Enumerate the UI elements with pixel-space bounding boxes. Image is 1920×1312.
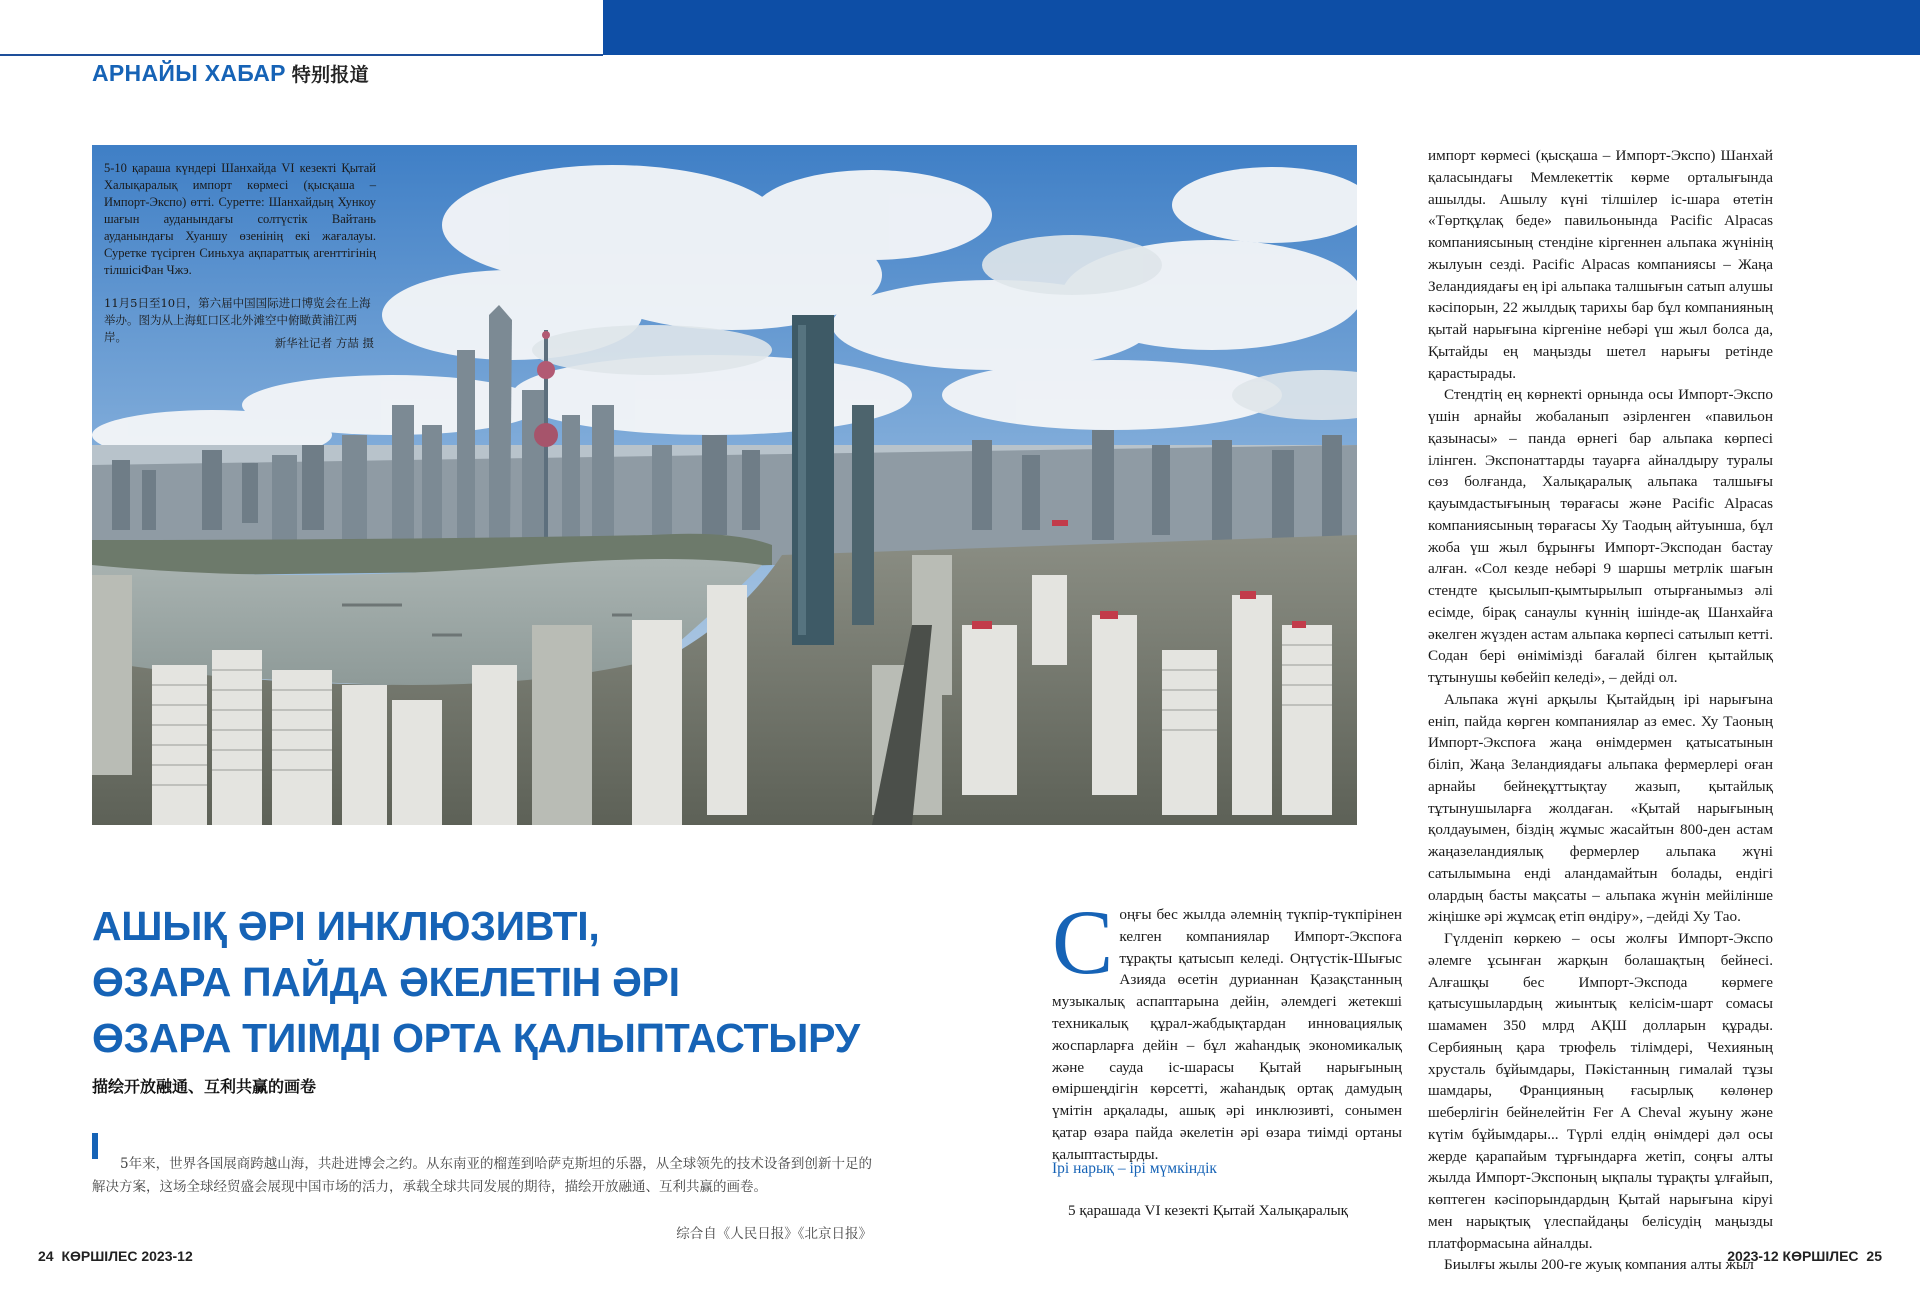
photo-credit: 新华社记者 方喆 摄	[274, 336, 374, 350]
article-headline	[92, 898, 892, 1066]
subsection-first-line: 5 қарашада VI кезекті Қытай Халықаралық	[1068, 1202, 1349, 1219]
footer-right	[1727, 1248, 1882, 1264]
section-header-zh: 特别报道	[291, 65, 369, 86]
drop-cap: С	[1052, 891, 1114, 993]
section-header-kz: АРНАЙЫ ХАБАР	[92, 60, 286, 86]
body-paragraph: Биылғы жылы 200-ге жуық компания алты жыл	[1444, 1256, 1754, 1274]
headline-line-1: АШЫҚ ӘРІ ИНКЛЮЗИВТІ,	[92, 903, 600, 949]
body-paragraph: Стендтің ең көрнекті орнында осы Импорт-Экспо үшін арнайы жобаланып әзірленген «павильон қазынасы» – панда өрнегі бар альпака көрпесі ілінген. Экспонаттарды тауарға айналдыру туралы сөз болғанда, Халықаралық альпака талшығы қауымдастығының төрағасы және Pacific Alpacas компаниясының төрағасы Ху Таодың айтуынша, бұл жоба үш жыл бұрынғы Импорт-Эксподан бастау алған. «Сол кезде небәрі 9 шаршы метрлік шағын стендте қысылып-қымтырылып отырғанымыз әлі есімде, бірақ санаулы күннің ішінде-ақ Шанхайға әкелген жүзден астам альпака көрпесі сатылып кетті. Содан бері өнімімізді бағалай білген қытайлық тұтынушы көбейіп келеді», – дейді ол.	[1428, 386, 1773, 686]
body-paragraph: Гүлденіп көркею – осы жолғы Импорт-Экспо әлемге ұсынған жарқын болашақтың бейнесі. Алғашқы бес Импорт-Экспода көрмеге қатысушылардың жиынтық келісім-шарт сомасы шамамен 350 млрд АҚШ долларын құрады. Сербияның қара трюфель тілімдері, Чехияның хрусталь бұйымдары, Пәкістанның гималай тұзы шамдары, Францияның ғасырлық көлөнер шеберлігін бейнелейтін Fer A Cheval жуыну және күтім бұйымдары... Түрлі елдің өнімдері дәл осы жерде қарапайым тұрғындарға жетіп, соңғы алты жылда Импорт-Экспоның ықпалы тұрақты ұлғайып, көптеген кәсіпорындардың Қытай нарығына кіруі мен нарықтық үлеспайдаңы белісудің маңызды платформасына айналды.	[1428, 930, 1773, 1252]
magazine-name-right: 2023-12 КӨРШІЛЕС	[1727, 1248, 1859, 1264]
body-paragraph: Альпака жүні арқылы Қытайдың ірі нарығына еніп, пайда көрген компаниялар аз емес. Ху Таоның Импорт-Экспоға жаңа өнімдермен қатысатынын біліп, Жаңа Зеландиядағы альпака фермерлері оған арнайы бейнеқұттықтау жазып, қытайлық тұтынушыларға жолдаған. «Қытай нарығының қолдауымен, біздің жұмыс жасайтын 800-ден астам жаңазеландиялық фермерлер альпака жүні сатылымына енді аландамайтын болады, ендігі олардың басты мақсаты – альпака жүнін мейілінше жіңішке әрі жұмсақ етіп өндіру», –дейді Ху Тао.	[1428, 690, 1773, 926]
body-column-right	[1428, 145, 1773, 1276]
headline-line-2: ӨЗАРА ПАЙДА ӘКЕЛЕТІН ӘРІ	[92, 959, 680, 1005]
photo-caption-zh: 11月5日至10日，第六届中国国际进口博览会在上海举办。图为从上海虹口区北外滩空中俯瞰黄浦江两岸。	[104, 296, 371, 344]
body-paragraph: импорт көрмесі (қысқаша – Импорт-Экспо) Шанхай қаласындағы Мемлекеттік көрме орталығында ашылды. Ашылу күні тілшілер іс-шара өтетін «Төртқұлақ беде» павильонында Pacific Alpacas компаниясының стендіне кіргеннен альпака жүнінің жылуын сезді. Pacific Alpacas компаниясы – Жаңа Зеландиядағы ең ірі альпака талшығын сатып алушы кәсіпорын, 22 жылдық тарихы бар бұл компанияның қытай нарығына кіргеніне небәрі үш жыл болса да, Қытайды ең маңызды шетел нарығы ретінде қарастырады.	[1428, 147, 1773, 382]
subsection-title: Ірі нарық – ірі мүмкіндік	[1052, 1160, 1217, 1177]
top-color-band	[603, 0, 1920, 55]
intro-column	[1052, 891, 1402, 1166]
article-subhead-zh: 描绘开放融通、互利共赢的画卷	[92, 1077, 317, 1096]
photo-caption-kz: 5-10 қараша күндері Шанхайда VI кезекті Қытай Халықаралық импорт көрмесі (қысқаша – Импорт-Экспо) өтті. Суретте: Шанхайдың Хункоу шағын ауданындағы солтүстік Вайтань ауданындағы Хуаншу өзенінің екі жағалауы. Суретке түсірген Синьхуа ақпараттық агенттігінің тілшісіФан Чжэ.	[104, 161, 376, 277]
top-rule-line	[0, 54, 603, 56]
magazine-name-left: КӨРШІЛЕС 2023-12	[61, 1248, 193, 1264]
lead-credit: 综合自《人民日报》《北京日报》	[676, 1226, 872, 1242]
footer-left	[38, 1248, 193, 1264]
section-header	[92, 60, 369, 87]
lead-paragraph-zh: 5年来，世界各国展商跨越山海，共赴进博会之约。从东南亚的榴莲到哈萨克斯坦的乐器，从全球领先的技术设备到创新十足的解决方案，这场全球经贸盛会展现中国市场的活力，承载全球共同发展的期待，描绘开放融通、互利共赢的画卷。	[92, 1156, 872, 1195]
intro-paragraph: оңғы бес жылда әлемнің түкпір-түкпірінен келген компаниялар Импорт-Экспоға тұрақты қатысып келеді. Оңтүстік-Шығыс Азияда өсетін дурианнан Қазақстанның музыкалық аспаптарына дейін, әлемдегі жетекші техникалық құрал-жабдықтардан инновациялық жоспарларға дейін – бұл жаһандық экономикалық және сауда іс-шарасы Қытай нарығының өміршеңдігін көрсетті, жаһандық ортақ дамудың үмітін арқалады, ашық әрі инклюзивті, сонымен қатар өзара пайда әкелетін әрі өзара тиімді ортаны қалыптастырды.	[1052, 906, 1402, 1163]
page-number-left: 24	[38, 1248, 54, 1264]
page-number-right: 25	[1866, 1248, 1882, 1264]
headline-line-3: ӨЗАРА ТИІМДІ ОРТА ҚАЛЫПТАСТЫРУ	[92, 1015, 860, 1061]
